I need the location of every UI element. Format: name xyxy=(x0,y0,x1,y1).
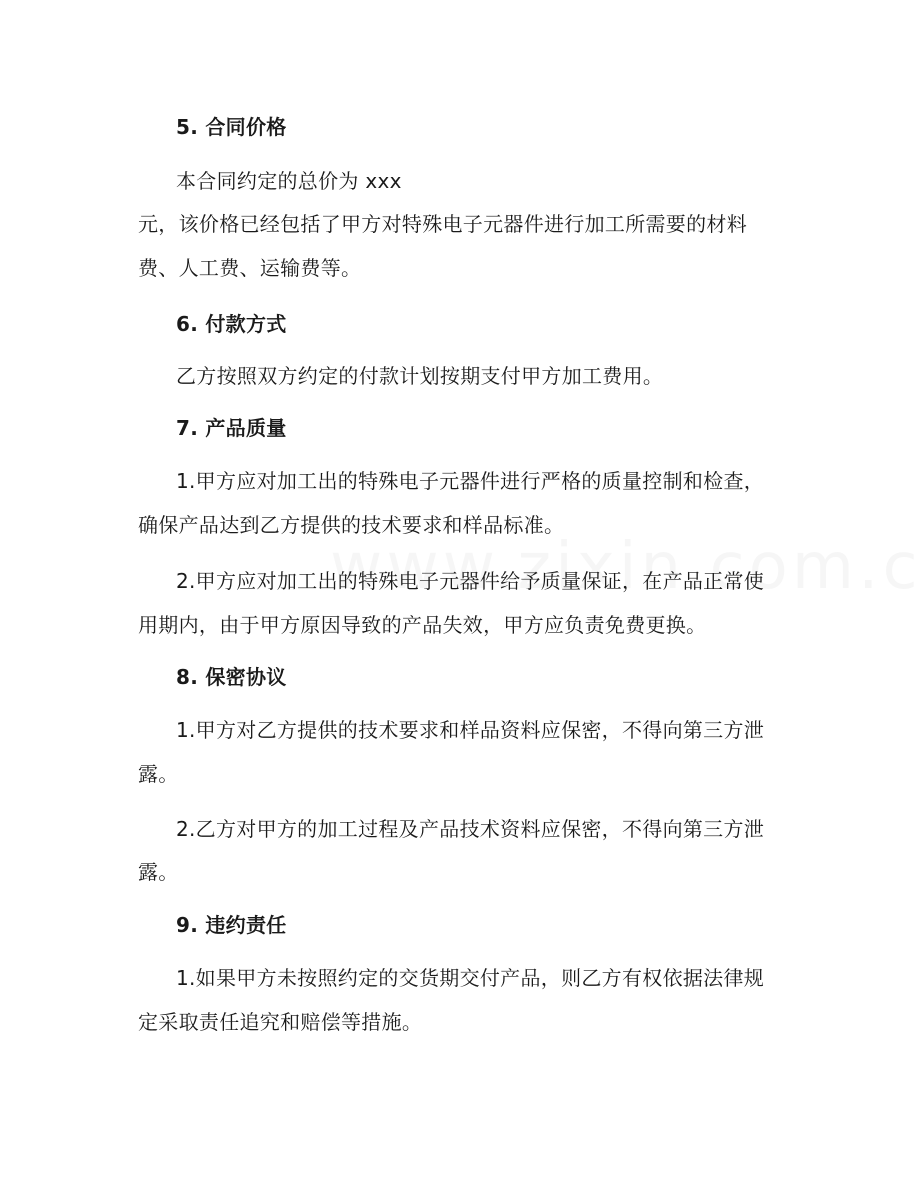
section-heading-quality: 7. 产品质量 xyxy=(176,416,287,440)
paragraph-line: 本合同约定的总价为 xxx xyxy=(176,169,402,193)
section-heading-breach: 9. 违约责任 xyxy=(176,913,287,937)
paragraph-line: 定采取责任追究和赔偿等措施。 xyxy=(138,1010,423,1034)
paragraph-line: 露。 xyxy=(138,860,179,884)
paragraph-line: 1.甲方应对加工出的特殊电子元器件进行严格的质量控制和检查， xyxy=(176,469,765,493)
paragraph-line: 1.甲方对乙方提供的技术要求和样品资料应保密，不得向第三方泄 xyxy=(176,718,765,742)
paragraph-line: 1.如果甲方未按照约定的交货期交付产品，则乙方有权依据法律规 xyxy=(176,966,765,990)
section-heading-price: 5. 合同价格 xyxy=(176,115,287,139)
paragraph-line: 2.乙方对甲方的加工过程及产品技术资料应保密，不得向第三方泄 xyxy=(176,817,765,841)
paragraph-line: 乙方按照双方约定的付款计划按期支付甲方加工费用。 xyxy=(176,364,664,388)
paragraph-line: 确保产品达到乙方提供的技术要求和样品标准。 xyxy=(138,513,565,537)
paragraph-line: 用期内，由于甲方原因导致的产品失效，甲方应负责免费更换。 xyxy=(138,613,707,637)
section-heading-confidentiality: 8. 保密协议 xyxy=(176,665,287,689)
section-heading-payment: 6. 付款方式 xyxy=(176,312,287,336)
paragraph-line: 2.甲方应对加工出的特殊电子元器件给予质量保证，在产品正常使 xyxy=(176,569,765,593)
paragraph-line: 露。 xyxy=(138,762,179,786)
paragraph-line: 费、人工费、运输费等。 xyxy=(138,256,362,280)
paragraph-line: 元，该价格已经包括了甲方对特殊电子元器件进行加工所需要的材料 xyxy=(138,212,747,236)
